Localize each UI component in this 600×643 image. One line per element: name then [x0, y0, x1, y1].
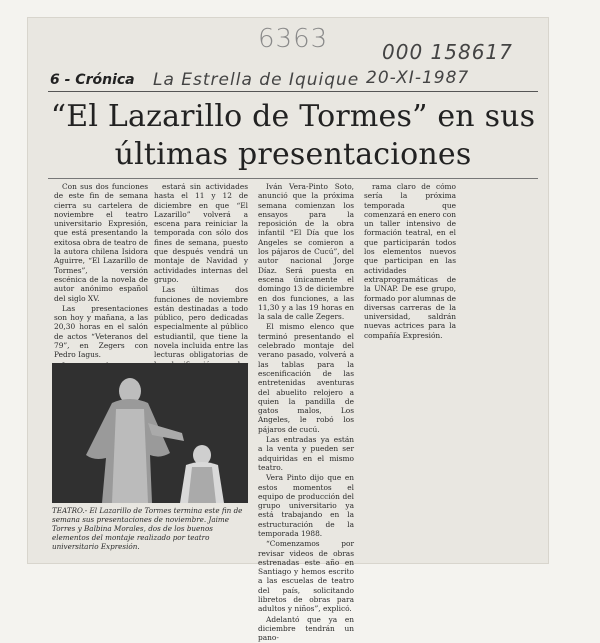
theater-photo: [52, 363, 248, 503]
paragraph: “Comenzamos por revisar videos de obras estrenadas este año en Santiago y hemos escrito a las escuelas de teatro del país, solicitando libretos de obras para adultos y niños”, explicó.: [258, 539, 354, 614]
article-column-1: [54, 182, 148, 362]
paragraph: Adelantó que ya en diciembre tendrán un pano-: [258, 614, 354, 643]
top-rule: [48, 91, 538, 92]
paragraph: Vera Pinto dijo que en estos momentos el equipo de producción del grupo universitario ya está trabajando en la estructuración de la temporada 1988.: [258, 473, 354, 538]
paragraph: Las últimas dos funciones de noviembre están destinadas a todo público, pero dedicadas especialmente al público estudiantil, que tiene la novela incluida entre las lecturas obligatorias de: [154, 285, 248, 360]
paragraph: Las presentaciones son hoy y mañana, a las 20,30 horas en el salón de actos “Veteranos del 79”, en Zegers con Pedro Iagus.: [54, 303, 148, 360]
paragraph: Las entradas ya están a la venta y pueden ser adquiridas en el mismo teatro.: [258, 435, 354, 472]
article-column-3: [258, 182, 354, 643]
paragraph: Iván Vera-Pinto Soto, anunció que la próxima semana comienzan los ensayos para la reposición de la obra infantil “El Día que los Angeles se comieron a los pájaros de Cucú”, del autor nacional Jorge Díaz. Será puesta en escena únicamente el domingo 13 de diciembre en dos funciones, a las 11,30 y a las 19 horas en la sala de calle Zegers.: [258, 182, 354, 322]
handwritten-code: 000 158617: [382, 40, 513, 64]
section-label: 6 - Crónica: [50, 72, 135, 88]
handwritten-newspaper-name: La Estrella de Iquique: [153, 70, 360, 90]
headline-rule: [48, 178, 538, 179]
photo-illustration: [52, 363, 248, 503]
news-clipping: [28, 18, 548, 643]
handwritten-catalog-number: 6363: [258, 24, 329, 54]
paragraph: estará sin actividades hasta el 11 y 12 de diciembre en que “El Lazarillo” volverá a escena para reiniciar la temporada con sólo dos fines de semana, puesto que después vendrá un montaje de Navidad y actividades internas del grupo.: [154, 182, 248, 284]
paragraph: Con sus dos funciones de este fin de semana cierra su cartelera de noviembre el teatro universitario Expresión, que está presentando la exitosa obra de teatro de la autora chilena Isidora Aguirre, “El Lazarillo de Tormes”, versión escénica de la novela de autor anónimo español del siglo XV.: [54, 182, 148, 303]
headline: “El Lazarillo de Tormes” en sus últimas presentaciones: [50, 99, 536, 172]
photo-caption: TEATRO.- El Lazarillo de Tormes termina este fin de semana sus presentaciones de noviembre. Jaime Torres y Balbina Morales, dos de los buenos elementos del montaje realizado por teatro universitario Expresión.: [52, 506, 243, 551]
paragraph: El mismo elenco que terminó presentando el celebrado montaje del verano pasado, volverá a las tablas para la escenificación de las entretenidas aventuras del abuelito relojero a quien la pandilla de gatos malos, Los Angeles, le robó los pájaros de cucú.: [258, 322, 354, 434]
article-column-2: [154, 182, 248, 362]
article-column-4: [364, 182, 456, 340]
paragraph: rama claro de cómo sería la próxima temporada que comenzará en enero con un taller intensivo de formación teatral, en el que participarán todos los elementos nuevos que participan en las actividades extraprogramáticas de la UNAP. De ese grupo, formado por alumnas de diversas carreras de la universidad, saldrán nuevas actrices para la compañía Expresión.: [364, 182, 456, 340]
handwritten-date: 20-XI-1987: [366, 68, 470, 88]
